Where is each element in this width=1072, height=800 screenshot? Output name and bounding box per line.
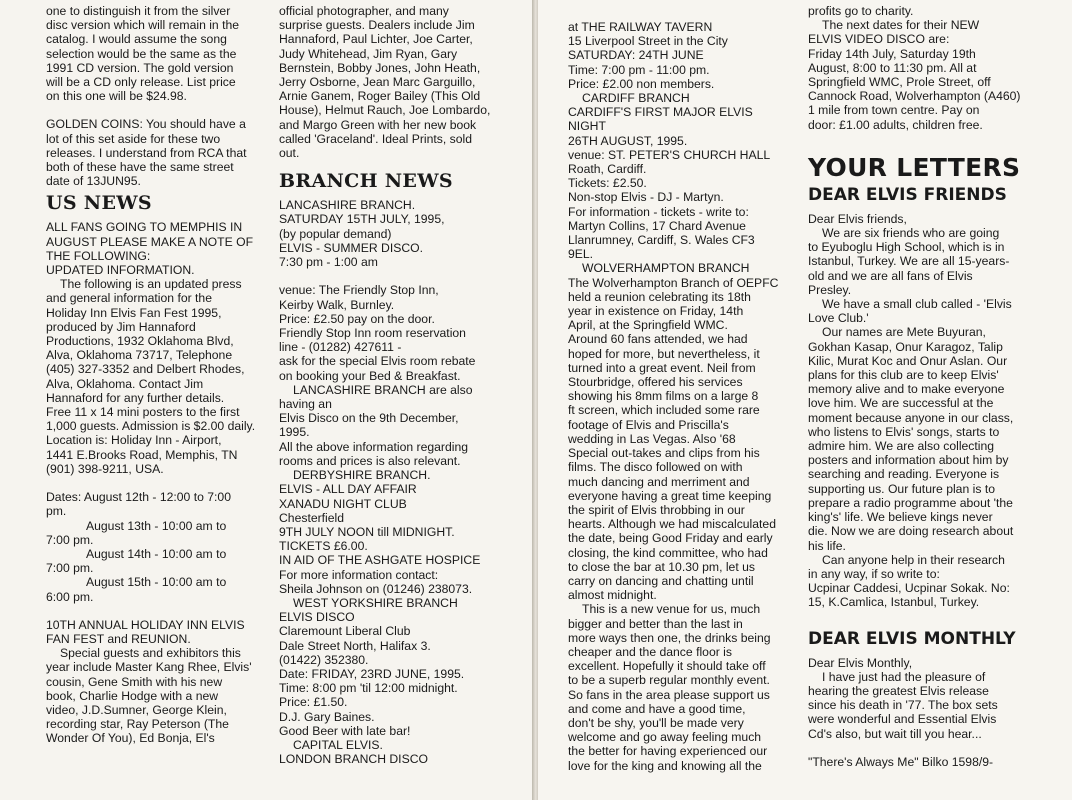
text-line: showing his 8mm films on a large 8: [568, 389, 759, 404]
text-line: Price: £1.50.: [279, 695, 348, 710]
text-line: 9TH JULY NOON till MIDNIGHT.: [279, 524, 455, 539]
text-line: lot of this set aside for these two: [46, 131, 221, 146]
text-line: and come and have a good time,: [568, 701, 746, 716]
text-line: So fans in the area please support us: [568, 687, 770, 702]
text-line: Judy Whitehead, Jim Ryan, Gary: [279, 46, 458, 61]
text-line: line - (01282) 427611 -: [279, 340, 402, 355]
text-line: produced by Jim Hannaford: [46, 319, 196, 334]
text-line: having an: [279, 397, 332, 412]
text-line: Alva, Oklahoma 73717, Telephone: [46, 348, 233, 363]
text-line: Martyn Collins, 17 Chard Avenue: [568, 218, 746, 233]
text-line: Good Beer with late bar!: [279, 723, 411, 738]
left-column-2: [279, 4, 501, 766]
text-line: Wonder Of You), Ed Bonja, El's: [46, 731, 215, 746]
text-line: All the above information regarding: [279, 439, 469, 454]
text-line: ELVIS - SUMMER DISCO.: [279, 240, 424, 255]
text-line: don't be shy, you'll be made very: [568, 715, 744, 730]
fan-fest-dates: [46, 490, 272, 604]
text-line: I have just had the pleasure of: [822, 669, 986, 684]
fan-fest-body: [46, 646, 272, 745]
text-line: held a reunion celebrating its 18th: [568, 289, 751, 304]
text-line: ft screen, which included some rare: [568, 403, 760, 418]
text-line: Sheila Johnson on (01246) 238073.: [279, 581, 473, 596]
text-line: selection would be the same as the: [46, 46, 237, 61]
text-line: NIGHT: [568, 119, 606, 134]
text-line: Special out-takes and clips from his: [568, 446, 760, 461]
text-line: 9EL.: [568, 247, 594, 262]
text-line: August 13th - 10:00 am to: [86, 518, 227, 533]
text-line: who listens to Elvis' songs, starts to: [808, 424, 1000, 439]
text-line: will be a CD only release. List price: [46, 75, 236, 90]
text-line: disc version which will remain in the: [46, 18, 240, 33]
text-line: We have a small club called - 'Elvis: [822, 297, 1012, 312]
dear-elvis-monthly-heading: DEAR ELVIS MONTHLY: [808, 628, 1016, 649]
golden-coins-paragraph: [46, 117, 272, 188]
text-line: House), Helmut Rauch, Joe Lombardo,: [279, 103, 491, 118]
text-line: on this one will be $24.98.: [46, 89, 187, 104]
text-line: Arnie Ganem, Roger Bailey (This Old: [279, 89, 481, 104]
text-line: WOLVERHAMPTON BRANCH: [582, 261, 750, 276]
text-line: (01422) 352380.: [279, 652, 369, 667]
text-line: year in existence on Friday, 14th: [568, 304, 744, 319]
branch-news-continued: [568, 20, 792, 773]
us-news-intro: [46, 220, 272, 277]
text-line: one to distinguish it from the silver: [46, 4, 231, 18]
text-line: ELVIS VIDEO DISCO are:: [808, 32, 950, 47]
text-line: welcome and go away feeling much: [568, 730, 762, 745]
text-line: XANADU NIGHT CLUB: [279, 496, 407, 511]
text-line: Jerry Osborne, Jean Marc Garguillo,: [279, 75, 476, 90]
text-line: Bernstein, Bobby Jones, John Heath,: [279, 60, 481, 75]
text-line: his life.: [808, 538, 846, 553]
your-letters-heading: YOUR LETTERS: [808, 152, 1021, 182]
left-column-1: [46, 4, 272, 746]
text-line: Friday 14th July, Saturday 19th: [808, 46, 976, 61]
text-line: Gokhan Kasap, Onur Karagoz, Talip: [808, 339, 1003, 354]
text-line: Llanrumney, Cardiff, S. Wales CF3: [568, 233, 755, 248]
text-line: official photographer, and many: [279, 4, 449, 18]
text-line: D.J. Gary Baines.: [279, 709, 375, 724]
text-line: LANCASHIRE BRANCH are also: [293, 382, 473, 397]
text-line: Claremount Liberal Club: [279, 624, 411, 639]
text-line: 10TH ANNUAL HOLIDAY INN ELVIS: [46, 617, 245, 632]
text-line: Price: £2.50 pay on the door.: [279, 311, 435, 326]
us-news-body: [46, 277, 272, 476]
text-line: UPDATED INFORMATION.: [46, 263, 195, 278]
text-line: August 14th - 10:00 am to: [86, 546, 227, 561]
text-line: (405) 327-3352 and Delbert Rhodes,: [46, 362, 245, 377]
text-line: supporting us. Our future plan is to: [808, 481, 995, 496]
text-line: love him. We are successful at the: [808, 396, 994, 411]
text-line: Springfield WMC, Prole Street, off: [808, 75, 991, 90]
text-line: rooms and prices is also relevant.: [279, 453, 461, 468]
text-line: 1441 E.Brooks Road, Memphis, TN: [46, 447, 238, 462]
text-line: FAN FEST and REUNION.: [46, 631, 191, 646]
text-line: SATURDAY 15TH JULY, 1995,: [279, 212, 445, 227]
text-line: bigger and better than the last in: [568, 616, 743, 631]
text-line: ELVIS DISCO: [279, 610, 355, 625]
text-line: closing, the kind committee, who had: [568, 545, 768, 560]
text-line: ELVIS - ALL DAY AFFAIR: [279, 482, 417, 497]
branch-news-heading: BRANCH NEWS: [279, 170, 453, 193]
text-line: Keirby Walk, Burnley.: [279, 297, 395, 312]
text-line: WEST YORKSHIRE BRANCH: [293, 595, 458, 610]
text-line: on booking your Bed & Breakfast.: [279, 368, 461, 383]
text-line: Istanbul, Turkey. We are all 15-years-: [808, 254, 1010, 269]
text-line: footage of Elvis and Priscilla's: [568, 417, 729, 432]
text-line: IN AID OF THE ASHGATE HOSPICE: [279, 553, 481, 568]
text-line: Date: FRIDAY, 23RD JUNE, 1995.: [279, 666, 465, 681]
left-page: [0, 0, 532, 800]
text-line: Can anyone help in their research: [822, 552, 1005, 567]
text-line: [279, 269, 501, 283]
text-line: prepare a radio programme about 'the: [808, 495, 1013, 510]
text-line: (by popular demand): [279, 226, 392, 241]
text-line: Ucpinar Caddesi, Ucpinar Sokak. No:: [808, 581, 1010, 596]
text-line: August 15th - 10:00 am to: [86, 575, 227, 590]
text-line: Friendly Stop Inn room reservation: [279, 326, 466, 341]
text-line: excellent. Hopefully it should take off: [568, 659, 766, 674]
text-line: hearts. Although we had miscalculated: [568, 517, 776, 532]
text-line: pm.: [46, 504, 67, 519]
text-line: and general information for the: [46, 291, 212, 306]
text-line: cousin, Gene Smith with his new: [46, 674, 223, 689]
text-line: everyone having a great time keeping: [568, 488, 772, 503]
text-line: Holiday Inn Elvis Fan Fest 1995,: [46, 305, 222, 320]
text-line: Time: 8:00 pm 'til 12:00 midnight.: [279, 681, 458, 696]
text-line: to be a superb regular monthly event.: [568, 673, 770, 688]
text-line: venue: ST. PETER'S CHURCH HALL: [568, 147, 771, 162]
guests-paragraph: [279, 4, 501, 160]
text-line: Price: £2.00 non members.: [568, 76, 715, 91]
text-line: plans for this club are to keep Elvis': [808, 368, 999, 383]
text-line: Dear Elvis Monthly,: [808, 655, 913, 670]
dear-elvis-friends-heading: DEAR ELVIS FRIENDS: [808, 184, 1007, 205]
text-line: 7:30 pm - 1:00 am: [279, 255, 378, 270]
text-line: surprise guests. Dealers include Jim: [279, 18, 475, 33]
text-line: more ways then one, the drinks being: [568, 630, 771, 645]
text-line: 1991 CD version. The gold version: [46, 60, 234, 75]
fan-fest-title: [46, 618, 272, 646]
text-line: turned into a great event. Neil from: [568, 360, 756, 375]
monthly-letter: [808, 656, 1030, 770]
text-line: year include Master Kang Rhee, Elvis': [46, 660, 252, 675]
text-line: love for the king and knowing all the: [568, 758, 762, 773]
text-line: king's' life. We believe kings never: [808, 510, 993, 525]
text-line: TICKETS £6.00.: [279, 539, 368, 554]
text-line: venue: The Friendly Stop Inn,: [279, 283, 439, 298]
text-line: were wonderful and Essential Elvis: [808, 712, 997, 727]
text-line: "There's Always Me" Bilko 1598/9-: [808, 754, 994, 769]
text-line: Productions, 1932 Oklahoma Blvd,: [46, 334, 234, 349]
text-line: Dale Street North, Halifax 3.: [279, 638, 431, 653]
text-line: at THE RAILWAY TAVERN: [568, 20, 713, 34]
text-line: die. Now we are doing research about: [808, 524, 1014, 539]
text-line: and Margo Green with her new book: [279, 117, 477, 132]
text-line: to close the bar at 10.30 pm, let us: [568, 559, 755, 574]
text-line: This is a new venue for us, much: [582, 602, 761, 617]
text-line: much dancing and merriment and: [568, 474, 750, 489]
text-line: CAPITAL ELVIS.: [293, 737, 383, 752]
text-line: 1 mile from town centre. Pay on: [808, 103, 980, 118]
text-line: both of these have the same street: [46, 160, 234, 175]
text-line: Time: 7:00 pm - 11:00 pm.: [568, 62, 710, 77]
text-line: out.: [279, 146, 300, 161]
text-line: the spirit of Elvis throbbing in our: [568, 502, 745, 517]
branch-news-body: [279, 198, 501, 766]
text-line: date of 13JUN95.: [46, 174, 141, 189]
text-line: cheaper and the dance floor is: [568, 644, 732, 659]
right-column-2: [808, 4, 1030, 769]
text-line: Around 60 fans attended, we had: [568, 332, 748, 347]
text-line: The next dates for their NEW: [822, 18, 980, 33]
text-line: AUGUST PLEASE MAKE A NOTE OF: [46, 234, 254, 249]
right-page: [538, 0, 1072, 800]
text-line: ask for the special Elvis room rebate: [279, 354, 476, 369]
text-line: 1995.: [279, 425, 310, 440]
us-news-heading: US NEWS: [46, 192, 152, 215]
text-line: in any way, if so write to:: [808, 566, 940, 581]
text-line: For information - tickets - write to:: [568, 204, 749, 219]
text-line: catalog. I would assume the song: [46, 32, 227, 47]
text-line: profits go to charity.: [808, 4, 914, 18]
text-line: For more information contact:: [279, 567, 439, 582]
text-line: Dear Elvis friends,: [808, 211, 907, 226]
text-line: wedding in Las Vegas. Also '68: [568, 431, 736, 446]
text-line: 1,000 guests. Admission is $2.00 daily.: [46, 419, 256, 434]
text-line: searching and reading. Everyone is: [808, 467, 1000, 482]
text-line: ALL FANS GOING TO MEMPHIS IN: [46, 220, 243, 235]
text-line: Cd's also, but wait till you hear...: [808, 726, 982, 741]
text-line: moment because anyone in our class,: [808, 410, 1014, 425]
text-line: GOLDEN COINS: You should have a: [46, 117, 246, 132]
text-line: Dates: August 12th - 12:00 to 7:00: [46, 490, 231, 505]
text-line: posters and information about him by: [808, 453, 1009, 468]
text-line: Hannaford, Paul Lichter, Joe Carter,: [279, 32, 473, 47]
text-line: door: £1.00 adults, children free.: [808, 117, 983, 132]
right-column-1: [568, 20, 792, 773]
text-line: (901) 398-9211, USA.: [46, 461, 164, 476]
text-line: Kilic, Murat Koc and Onur Aslan. Our: [808, 353, 1008, 368]
text-line: 15, K.Camlica, Istanbul, Turkey.: [808, 595, 980, 610]
text-line: hearing the greatest Elvis release: [808, 683, 989, 698]
text-line: SATURDAY: 24TH JUNE: [568, 48, 704, 63]
text-line: the date, being Good Friday and early: [568, 531, 773, 546]
text-line: CARDIFF'S FIRST MAJOR ELVIS: [568, 105, 753, 120]
text-line: carry on dancing and chatting until: [568, 573, 754, 588]
charity-paragraph: [808, 4, 1030, 132]
text-line: DERBYSHIRE BRANCH.: [293, 468, 431, 483]
text-line: April, at the Springfield WMC.: [568, 318, 728, 333]
text-line: LONDON BRANCH DISCO: [279, 752, 428, 767]
text-line: called 'Graceland'. Ideal Prints, sold: [279, 131, 472, 146]
text-line: 6:00 pm.: [46, 589, 94, 604]
text-line: Free 11 x 14 mini posters to the first: [46, 405, 240, 420]
text-line: book, Charlie Hodge with a new: [46, 688, 219, 703]
text-line: Stourbridge, offered his services: [568, 375, 743, 390]
text-line: Non-stop Elvis - DJ - Martyn.: [568, 190, 724, 205]
text-line: 26TH AUGUST, 1995.: [568, 133, 688, 148]
text-line: [808, 741, 1030, 755]
text-line: releases. I understand from RCA that: [46, 145, 247, 160]
text-line: recording star, Ray Peterson (The: [46, 717, 229, 732]
text-line: video, J.D.Sumner, George Klein,: [46, 702, 227, 717]
text-line: to Eyuboglu High School, which is in: [808, 240, 1005, 255]
text-line: old and we are all fans of Elvis: [808, 268, 973, 283]
text-line: films. The disco followed on with: [568, 460, 743, 475]
text-line: Cannock Road, Wolverhampton (A460): [808, 89, 1021, 104]
text-line: Tickets: £2.50.: [568, 176, 647, 191]
intro-paragraph: [46, 4, 272, 103]
text-line: 7:00 pm.: [46, 532, 94, 547]
text-line: hoped for more, but nevertheless, it: [568, 346, 760, 361]
text-line: Our names are Mete Buyuran,: [822, 325, 986, 340]
text-line: Hannaford for any further details.: [46, 390, 225, 405]
text-line: Chesterfield: [279, 510, 345, 525]
text-line: Presley.: [808, 282, 852, 297]
text-line: Roath, Cardiff.: [568, 162, 647, 177]
text-line: 7:00 pm.: [46, 561, 94, 576]
text-line: August, 8:00 to 11:30 pm. All at: [808, 60, 977, 75]
text-line: LANCASHIRE BRANCH.: [279, 198, 416, 213]
text-line: Special guests and exhibitors this: [60, 646, 241, 661]
text-line: We are six friends who are going: [822, 226, 1000, 241]
text-line: memory alive and to make everyone: [808, 382, 1005, 397]
text-line: Location is: Holiday Inn - Airport,: [46, 433, 222, 448]
text-line: admire him. We are also collecting: [808, 439, 995, 454]
text-line: THE FOLLOWING:: [46, 248, 151, 263]
friends-letter: [808, 212, 1030, 610]
text-line: Elvis Disco on the 9th December,: [279, 411, 459, 426]
text-line: since his death in '77. The box sets: [808, 698, 998, 713]
text-line: Alva, Oklahoma. Contact Jim: [46, 376, 204, 391]
text-line: The Wolverhampton Branch of OEPFC: [568, 275, 779, 290]
text-line: CARDIFF BRANCH: [582, 91, 690, 106]
text-line: 15 Liverpool Street in the City: [568, 34, 728, 49]
text-line: almost midnight.: [568, 588, 657, 603]
text-line: Love Club.': [808, 311, 869, 326]
text-line: the better for having experienced our: [568, 744, 768, 759]
text-line: The following is an updated press: [60, 277, 242, 292]
